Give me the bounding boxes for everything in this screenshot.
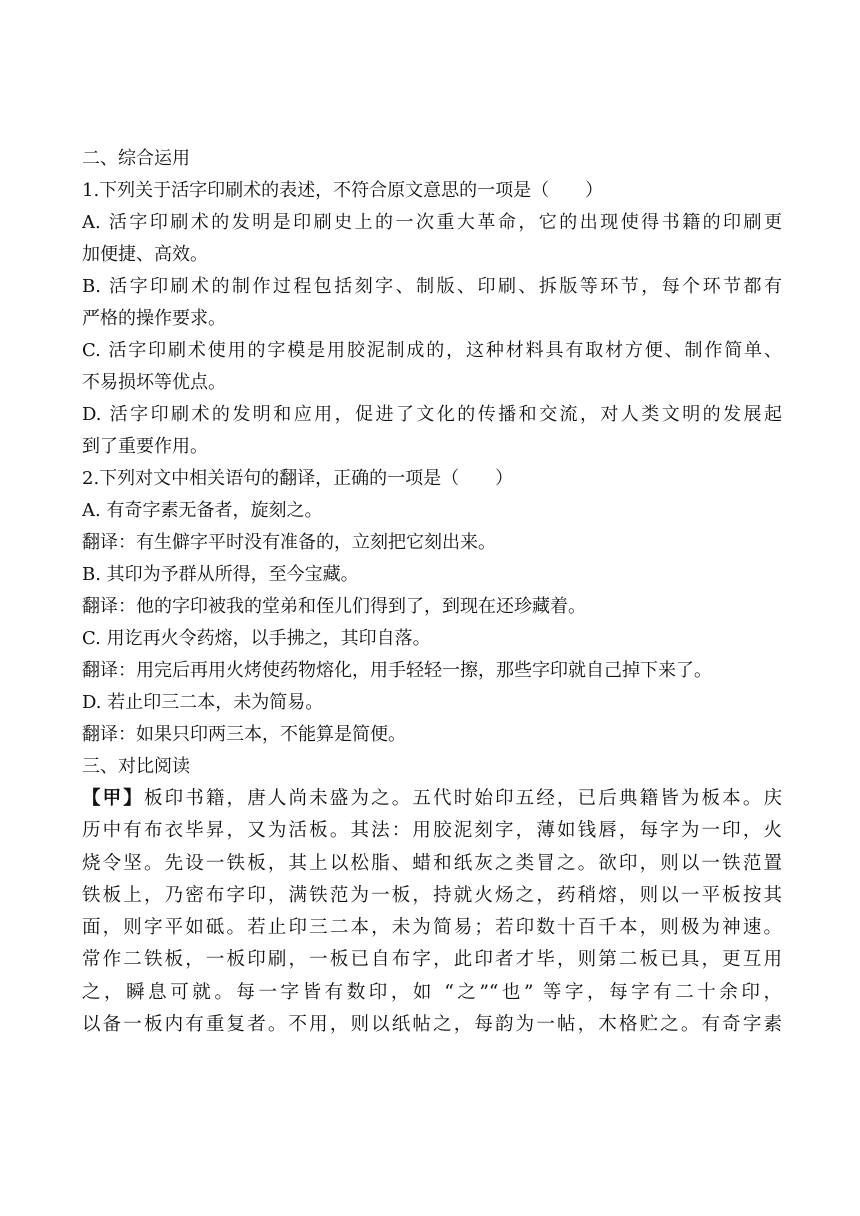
passage-line: 之，瞬息可就。每一字皆有数印，如 “之”“也” 等字，每字有二十余印， (82, 981, 782, 1003)
option-translation: 翻译：有生僻字平时没有准备的，立刻把它刻出来。 (82, 532, 496, 553)
passage-line (82, 783, 782, 815)
option-sentence: D. 若止印三二本，未为简易。 (82, 692, 324, 713)
option-line: 到了重要作用。 (82, 436, 208, 457)
passage-line: 常作二铁板，一板印刷，一板已自布字，此印者才毕，则第二板已具，更互用 (82, 949, 782, 971)
passage-label: 【甲】 (82, 788, 144, 809)
option-line: B. 活字印刷术的制作过程包括刻字、制版、印刷、拆版等环节，每个环节都有 (82, 276, 782, 297)
passage-line-text: 板印书籍，唐人尚未盛为之。五代时始印五经，已后典籍皆为板本。庆 (143, 788, 782, 809)
question-2-option-a (82, 495, 782, 559)
option-sentence: B. 其印为予群从所得，至今宝藏。 (82, 564, 359, 585)
passage-line: 面，则字平如砥。若止印三二本，未为简易；若印数十百千本，则极为神速。 (82, 917, 782, 939)
option-sentence: C. 用讫再火令药熔，以手拂之，其印自落。 (82, 628, 431, 649)
question-2-stem: 2.下列对文中相关语句的翻译，正确的一项是（ ） (82, 468, 514, 489)
option-translation: 翻译：用完后再用火烤使药物熔化，用手轻轻一擦，那些字印就自己掉下来了。 (82, 660, 712, 681)
passage-line: 以备一板内有重复者。不用，则以纸帖之，每韵为一帖，木格贮之。有奇字素 (82, 1014, 782, 1036)
passage-line: 铁板上，乃密布字印，满铁范为一板，持就火炀之，药稍熔，则以一平板按其 (82, 884, 782, 906)
option-line: 严格的操作要求。 (82, 308, 226, 329)
document-page (82, 143, 782, 1041)
section-heading-3: 三、对比阅读 (82, 756, 190, 777)
option-translation: 翻译：他的字印被我的堂弟和侄儿们得到了，到现在还珍藏着。 (82, 596, 586, 617)
passage-line: 历中有布衣毕昇，又为活板。其法：用胶泥刻字，薄如钱唇，每字为一印，火 (82, 820, 782, 842)
passage-line: 烧令坚。先设一铁板，其上以松脂、蜡和纸灰之类冒之。欲印，则以一铁范置 (82, 852, 782, 874)
section-heading-2: 二、综合运用 (82, 148, 190, 169)
question-1-option-b (82, 271, 782, 335)
option-sentence: A. 有奇字素无备者，旋刻之。 (82, 500, 323, 521)
question-1-option-c (82, 335, 782, 399)
question-1-option-a (82, 207, 782, 271)
option-line: 不易损坏等优点。 (82, 372, 226, 393)
passage-jia (82, 783, 782, 1041)
question-2-option-b (82, 559, 782, 623)
question-1-stem: 1.下列关于活字印刷术的表述，不符合原文意思的一项是（ ） (82, 180, 604, 201)
option-translation: 翻译：如果只印两三本，不能算是简便。 (82, 724, 406, 745)
option-line: C. 活字印刷术使用的字模是用胶泥制成的，这种材料具有取材方便、制作简单、 (82, 340, 782, 361)
question-1-option-d (82, 399, 782, 463)
option-line: A. 活字印刷术的发明是印刷史上的一次重大革命，它的出现使得书籍的印刷更 (82, 212, 782, 233)
option-line: 加便捷、高效。 (82, 244, 208, 265)
option-line: D. 活字印刷术的发明和应用，促进了文化的传播和交流，对人类文明的发展起 (82, 404, 782, 425)
question-2-option-c (82, 623, 782, 687)
question-2-option-d (82, 687, 782, 751)
